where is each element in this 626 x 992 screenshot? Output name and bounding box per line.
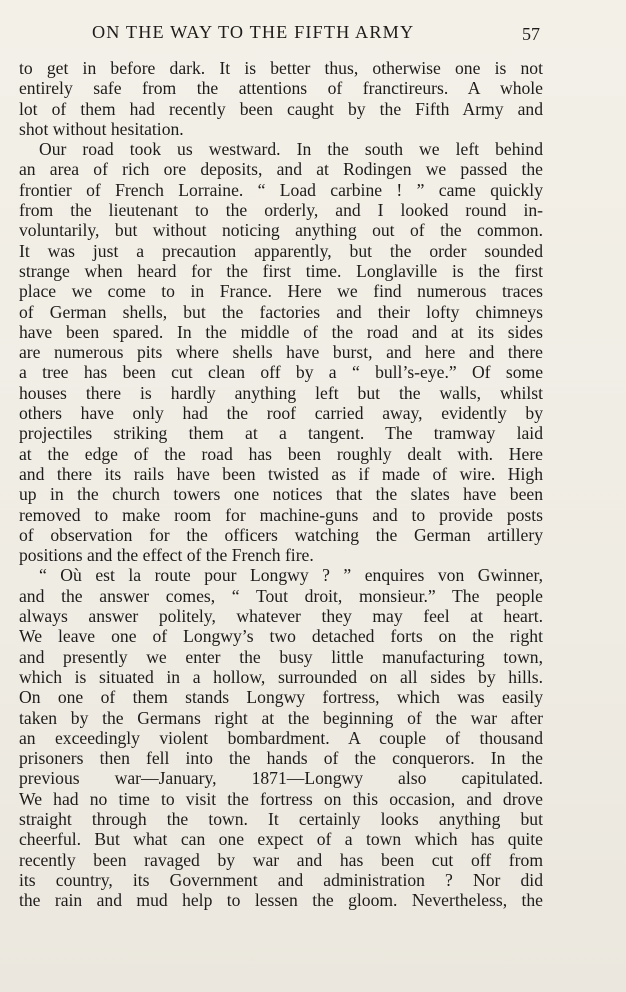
text-line: up in the church towers one notices that the slates have been [19, 484, 543, 505]
text-line: cheerful. But what can one expect of a town which has quite [19, 829, 543, 850]
text-line: a tree has been cut clean off by a “ bull’s-eye.” Of some [19, 362, 543, 383]
text-line: an exceedingly violent bombardment. A couple of thousand [19, 727, 543, 748]
text-line: its country, its Government and administration ? Nor did [19, 869, 543, 890]
text-line: the rain and mud help to lessen the gloom. Nevertheless, the [19, 890, 543, 911]
text-line: always answer politely, whatever they may feel at heart. [19, 606, 543, 627]
text-line: projectiles striking them at a tangent. The tramway laid [19, 423, 543, 444]
text-line: straight through the town. It certainly looks anything but [19, 808, 543, 829]
text-line: others have only had the roof carried away, evidently by [19, 403, 543, 424]
text-line: entirely safe from the attentions of franctireurs. A whole [19, 78, 543, 99]
text-line: and presently we enter the busy little manufacturing town, [19, 646, 543, 667]
page-number: 57 [522, 24, 540, 44]
text-line: Our road took us westward. In the south we left behind [39, 139, 543, 160]
text-line: lot of them had recently been caught by the Fifth Army and [19, 98, 543, 119]
text-line: It was just a precaution apparently, but the order sounded [19, 240, 543, 261]
text-line: place we come to in France. Here we find numerous traces [19, 281, 543, 302]
text-line: and the answer comes, “ Tout droit, monsieur.” The people [19, 585, 543, 606]
text-line: recently been ravaged by war and has been cut off from [19, 849, 543, 870]
text-line: removed to make room for machine-guns and to provide posts [19, 504, 543, 525]
text-line: We leave one of Longwy’s two detached forts on the right [19, 626, 543, 647]
text-line: strange when heard for the first time. Longlaville is the first [19, 260, 543, 281]
text-line: an area of rich ore deposits, and at Rodingen we passed the [19, 159, 543, 180]
body-text [19, 58, 543, 910]
text-line: voluntarily, but without noticing anything out of the common. [19, 220, 543, 241]
text-line: “ Où est la route pour Longwy ? ” enquires von Gwinner, [39, 565, 543, 586]
text-line: On one of them stands Longwy fortress, which was easily [19, 687, 543, 708]
text-line: of German shells, but the factories and their lofty chimneys [19, 301, 543, 322]
text-line: prisoners then fell into the hands of the conquerors. In the [19, 748, 543, 769]
text-line: frontier of French Lorraine. “ Load carbine ! ” came quickly [19, 179, 543, 200]
text-line: have been spared. In the middle of the road and at its sides [19, 321, 543, 342]
text-line: and there its rails have been twisted as if made of wire. High [19, 463, 543, 484]
text-line: previous war—January, 1871—Longwy also capitulated. [19, 768, 543, 789]
text-line: shot without hesitation. [19, 118, 184, 139]
text-line: at the edge of the road has been roughly dealt with. Here [19, 443, 543, 464]
text-line: of observation for the officers watching the German artillery [19, 524, 543, 545]
text-line: houses there is hardly anything left but the walls, whilst [19, 382, 543, 403]
text-line: We had no time to visit the fortress on this occasion, and drove [19, 788, 543, 809]
running-header [0, 22, 626, 48]
text-line: are numerous pits where shells have burst, and here and there [19, 342, 543, 363]
text-line: positions and the effect of the French fire. [19, 545, 314, 566]
text-line: which is situated in a hollow, surrounded on all sides by hills. [19, 666, 543, 687]
text-line: to get in before dark. It is better thus, otherwise one is not [19, 58, 543, 78]
text-line: from the lieutenant to the orderly, and I looked round in- [19, 200, 543, 221]
running-title: ON THE WAY TO THE FIFTH ARMY [92, 22, 415, 42]
text-line: taken by the Germans right at the beginning of the war after [19, 707, 543, 728]
